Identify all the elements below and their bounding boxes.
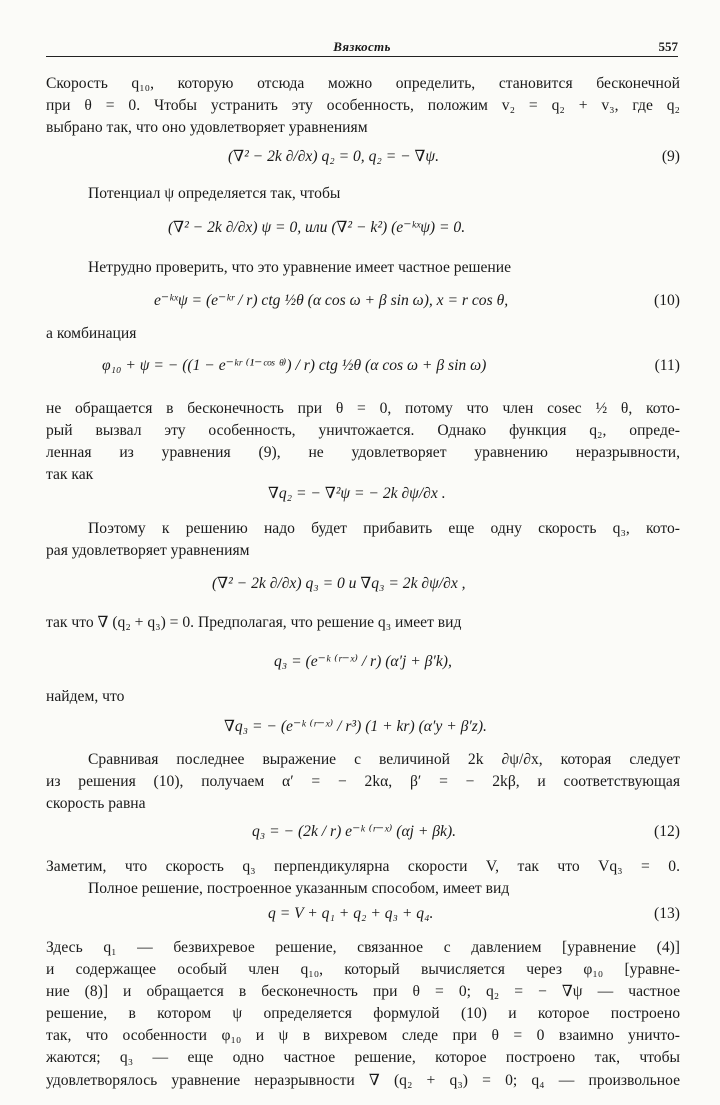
equation-div-q3 — [46, 716, 680, 746]
equation-q3-form — [46, 651, 680, 681]
paragraph-1 — [46, 73, 680, 139]
paragraph-11 — [46, 937, 680, 1092]
equation-formula: (∇² − 2k ∂/∂x) ψ = 0, или (∇² − k²) (e⁻ᵏˣψ) = 0. — [168, 219, 466, 236]
text-line: так что ∇ (q₂ + q₃) = 0. Предполагая, что решение q₃ имеет вид — [46, 614, 462, 631]
text-line: а комбинация — [46, 325, 137, 342]
page-number: 557 — [658, 39, 678, 54]
equation-number: (12) — [654, 823, 680, 840]
text-line: из решения (10), получаем α′ = − 2kα, β′ = − 2kβ, и соответствующая — [46, 773, 680, 791]
text-line: рый вызвал эту особенность, уничтожается. Однако функция q₂, опреде- — [46, 422, 680, 440]
equation-13 — [46, 903, 680, 933]
text-line: найдем, что — [46, 688, 125, 705]
equation-formula: q = V + q₁ + q₂ + q₃ + q₄. — [268, 905, 434, 922]
text-line: Поэтому к решению надо будет прибавить еще одну скорость q₃, кото- — [88, 520, 680, 537]
text-line: Потенциал ψ определяется так, чтобы — [88, 185, 341, 202]
paragraph-7 — [46, 612, 680, 634]
equation-number: (11) — [654, 357, 680, 374]
equation-number: (10) — [654, 292, 680, 309]
paragraph-9 — [46, 749, 680, 815]
text-line: так как — [46, 466, 94, 484]
text-line: жаются; q₃ — еще одно частное решение, которое построено так, чтобы — [46, 1049, 680, 1067]
running-title: Вязкость — [333, 39, 391, 54]
equation-formula: φ₁₀ + ψ = − ((1 − e⁻ᵏʳ ⁽¹⁻ᶜᵒˢ ᶿ⁾) / r) ctg ½θ (α cos ω + β sin ω) — [102, 357, 487, 374]
paragraph-4 — [46, 323, 680, 345]
text-line: при θ = 0. Чтобы устранить эту особенность, положим v₂ = q₂ + v₃, где q₂ — [46, 97, 680, 115]
equation-formula: (∇² − 2k ∂/∂x) q₃ = 0 и ∇q₃ = 2k ∂ψ/∂x , — [212, 575, 466, 592]
text-line: Здесь q₁ — безвихревое решение, связанное с давлением [уравнение (4)] — [46, 939, 680, 956]
equation-formula: q₃ = − (2k / r) e⁻ᵏ ⁽ʳ⁻ˣ⁾ (αj + βk). — [252, 823, 457, 840]
equation-divergence — [46, 483, 680, 513]
equation-formula: q₃ = (e⁻ᵏ ⁽ʳ⁻ˣ⁾ / r) (α′j + β′k), — [274, 653, 452, 670]
text-line: решение, в котором ψ определяется формулой (10) и которое построено — [46, 1005, 680, 1023]
paragraph-6 — [46, 518, 680, 562]
equation-9 — [46, 146, 680, 176]
text-line: Нетрудно проверить, что это уравнение имеет частное решение — [88, 259, 512, 276]
equation-formula: ∇q₃ = − (e⁻ᵏ ⁽ʳ⁻ˣ⁾ / r³) (1 + kr) (α′y + β′z). — [224, 718, 487, 735]
paragraph-10 — [46, 856, 680, 900]
text-line: удовлетворялось уравнение неразрывности ∇ (q₂ + q₃) = 0; q₄ — произвольное — [46, 1071, 680, 1089]
paragraph-8 — [46, 686, 680, 708]
equation-number: (9) — [661, 148, 680, 165]
equation-formula: e⁻ᵏˣψ = (e⁻ᵏʳ / r) ctg ½θ (α cos ω + β sin ω), x = r cos θ, — [154, 292, 509, 309]
text-line: Скорость q₁₀, которую отсюда можно определить, становится бесконечной — [46, 75, 680, 92]
equation-potential — [46, 217, 680, 247]
text-line: Полное решение, построенное указанным способом, имеет вид — [88, 880, 510, 898]
paragraph-2 — [46, 183, 680, 205]
text-line: ние (8)] и обращается в бесконечность при θ = 0; q₂ = − ∇ψ — частное — [46, 983, 680, 1001]
equation-formula: (∇² − 2k ∂/∂x) q₂ = 0, q₂ = − ∇ψ. — [228, 148, 440, 165]
equation-10 — [46, 290, 680, 320]
running-header — [46, 34, 678, 57]
text-line: ленная из уравнения (9), не удовлетворяет уравнению неразрывности, — [46, 444, 680, 462]
equation-formula: ∇q₂ = − ∇²ψ = − 2k ∂ψ/∂x . — [268, 485, 446, 502]
text-line: скорость равна — [46, 795, 146, 813]
equation-number: (13) — [654, 905, 680, 922]
text-line: и содержащее особый член q₁₀, который вычисляется через φ₁₀ [уравне- — [46, 961, 680, 979]
paragraph-3 — [46, 257, 680, 279]
text-line: так, что особенности φ₁₀ и ψ в вихревом следе при θ = 0 взаимно уничто- — [46, 1027, 680, 1045]
text-line: не обращается в бесконечность при θ = 0, потому что член cosec ½ θ, кото- — [46, 400, 680, 417]
equation-q3-conditions — [46, 573, 680, 603]
text-line: рая удовлетворяет уравнениям — [46, 542, 250, 560]
paragraph-5 — [46, 398, 680, 486]
text-line: Заметим, что скорость q₃ перпендикулярна скорости V, так что Vq₃ = 0. — [46, 858, 680, 875]
text-line: выбрано так, что оно удовлетворяет уравнениям — [46, 119, 368, 137]
equation-12 — [46, 821, 680, 851]
equation-11 — [46, 355, 680, 385]
text-line: Сравнивая последнее выражение с величиной 2k ∂ψ/∂x, которая следует — [88, 751, 680, 768]
